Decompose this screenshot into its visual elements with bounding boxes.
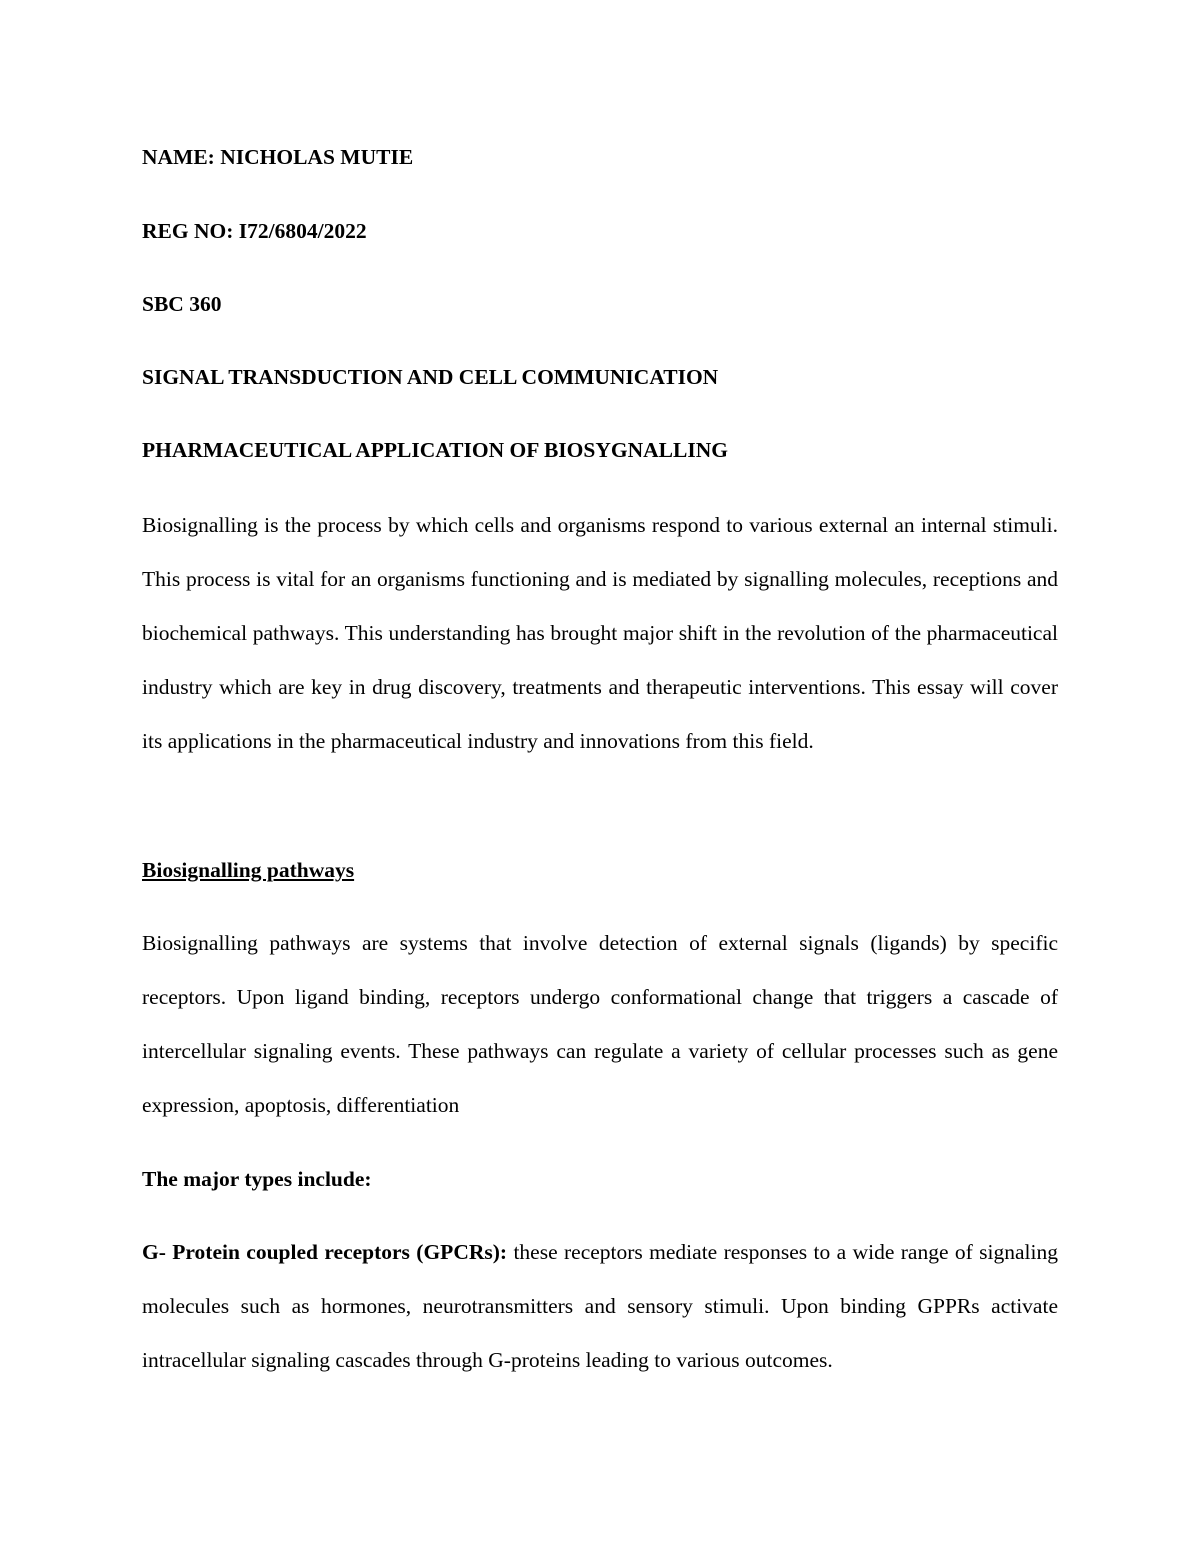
essay-title: PHARMACEUTICAL APPLICATION OF BIOSYGNALLING [142,438,728,462]
gpcr-lead: G- Protein coupled receptors (GPCRs): [142,1240,508,1264]
gpcr-paragraph [142,1225,1058,1387]
pathways-paragraph: Biosignalling pathways are systems that involve detection of external signals (ligands) by specific receptors. Upon ligand binding, receptors undergo conformational change that triggers a cascade of intercellular signaling events. These pathways can regulate a variety of cellular processes such as gene expression, apoptosis, differentiation [142,931,1058,1117]
gpcr-text: these receptors mediate responses to a wide range of signaling molecules such as hormones, neurotransmitters and sensory stimuli. Upon binding GPPRs activate intracellular signaling cascades through G-proteins leading to various outcomes. [142,1240,1058,1372]
course-code: SBC 360 [142,292,222,316]
course-title: SIGNAL TRANSDUCTION AND CELL COMMUNICATION [142,365,719,389]
intro-paragraph: Biosignalling is the process by which cells and organisms respond to various external an internal stimuli. This process is vital for an organisms functioning and is mediated by signalling molecules, receptions and biochemical pathways. This understanding has brought major shift in the revolution of the pharmaceutical industry which are key in drug discovery, treatments and therapeutic interventions. This essay will cover its applications in the pharmaceutical industry and innovations from this field. [142,513,1058,753]
registration-number: REG NO: I72/6804/2022 [142,219,367,243]
pathways-heading: Biosignalling pathways [142,858,355,882]
student-name: NAME: NICHOLAS MUTIE [142,145,414,169]
types-heading: The major types include: [142,1167,372,1191]
